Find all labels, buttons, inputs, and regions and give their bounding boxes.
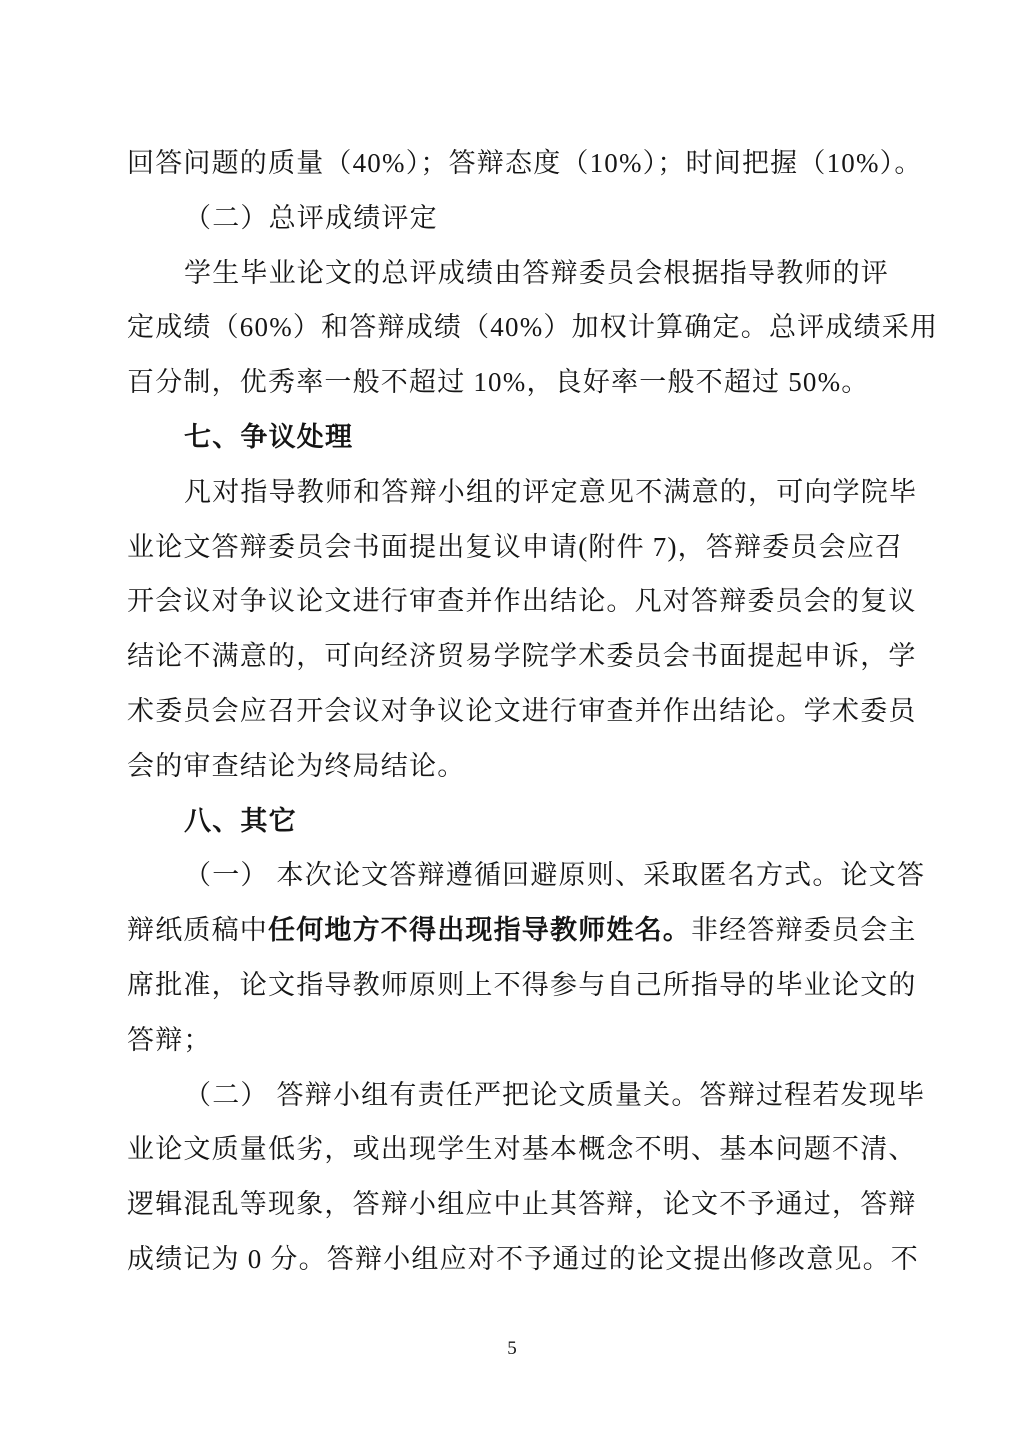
text-line: 逻辑混乱等现象，答辩小组应中止其答辩，论文不予通过，答辩: [127, 1189, 917, 1220]
text-line: 回答问题的质量（40%）；答辩态度（10%）；时间把握（10%）。: [127, 148, 923, 178]
text-run: 非经答辩委员会主: [691, 915, 917, 946]
page-number: 5: [507, 1338, 517, 1359]
section-heading: 八、其它: [184, 805, 297, 836]
text-line: （二） 答辩小组有责任严把论文质量关。答辩过程若发现毕: [184, 1079, 926, 1110]
subsection-heading: （二）总评成绩评定: [184, 202, 438, 233]
document-text-block: [127, 136, 939, 1287]
text-line: 成绩记为 0 分。答辩小组应对不予通过的论文提出修改意见。不: [127, 1243, 919, 1274]
text-line: 开会议对争议论文进行审查并作出结论。凡对答辩委员会的复议: [127, 586, 917, 617]
text-line: 答辩；: [127, 1024, 212, 1055]
text-line: 凡对指导教师和答辩小组的评定意见不满意的，可向学院毕: [184, 476, 918, 507]
text-line: 学生毕业论文的总评成绩由答辩委员会根据指导教师的评: [184, 257, 889, 288]
text-line: 业论文质量低劣，或出现学生对基本概念不明、基本问题不清、: [127, 1134, 917, 1165]
text-line: 席批准，论文指导教师原则上不得参与自己所指导的毕业论文的: [127, 969, 917, 1000]
text-line: 业论文答辩委员会书面提出复议申请(附件 7)，答辩委员会应召: [127, 531, 904, 562]
text-run: 辩纸质稿中: [127, 915, 268, 946]
text-line-with-emphasis: [127, 903, 917, 958]
text-line: 会的审查结论为终局结论。: [127, 750, 466, 781]
text-line: （一） 本次论文答辩遵循回避原则、采取匿名方式。论文答: [184, 860, 926, 891]
emphasized-text-run: 任何地方不得出现指导教师姓名。: [268, 915, 691, 946]
text-line: 结论不满意的，可向经济贸易学院学术委员会书面提起申诉，学: [127, 641, 917, 672]
text-line: 定成绩（60%）和答辩成绩（40%）加权计算确定。总评成绩采用: [127, 312, 939, 343]
section-heading: 七、争议处理: [184, 421, 354, 452]
text-line: 百分制，优秀率一般不超过 10%，良好率一般不超过 50%。: [127, 367, 870, 398]
text-line: 术委员会应召开会议对争议论文进行审查并作出结论。学术委员: [127, 695, 917, 726]
